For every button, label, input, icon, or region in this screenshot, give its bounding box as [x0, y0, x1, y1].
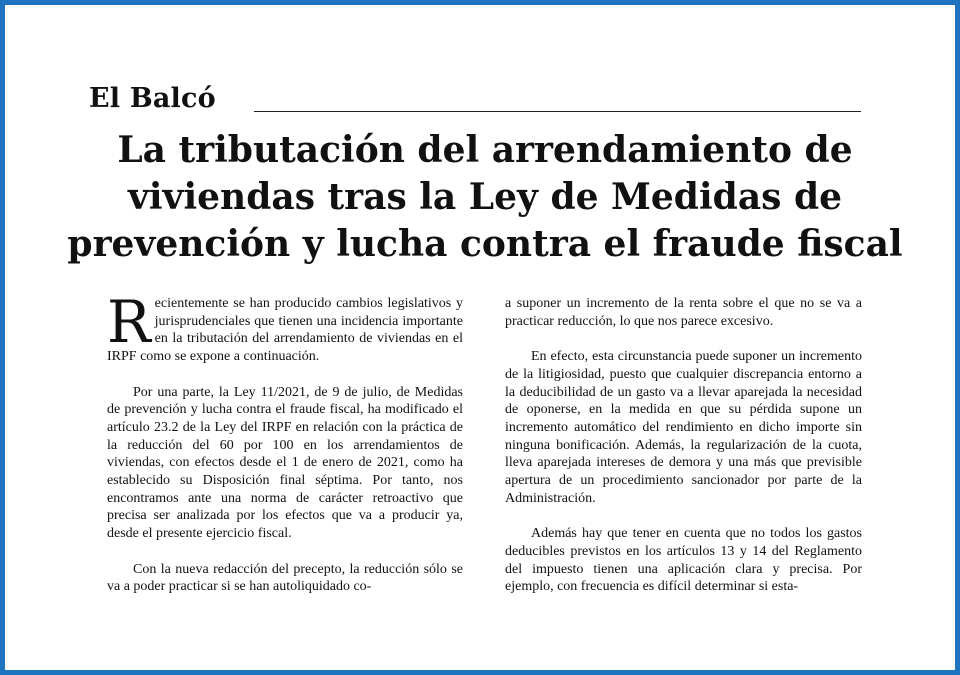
title-line-2: viviendas tras la Ley de Medidas de	[127, 176, 843, 218]
paragraph-litigation: En efecto, esta circunstancia puede suponer un incremento de la litigiosidad, puesto que cualquier discrepancia entorno a la deducibilidad de un gasto va a llevar aparejada la necesidad de oponerse, en la medida en que su pérdida supone un incremento automático del rendimiento en dicho importe sin ninguna bonificación. Además, la regularización de la cuota, lleva aparejada intereses de demora y una más que previsible apertura de un procedimiento sancionador por parte de la Administración.	[505, 349, 862, 506]
title-line-1: La tributación del arrendamiento de	[117, 129, 853, 171]
paragraph-continuation: a suponer un incremento de la renta sobre el que no se va a practicar reducción, lo que nos parece excesivo.	[505, 296, 862, 329]
paragraph-intro-text: ecientemente se han producido cambios legislativos y jurisprudenciales que tienen una incidencia importante en la tributación del arrendamiento de viviendas en el IRPF como se expone a continuación.	[107, 296, 463, 365]
section-rule	[254, 111, 861, 112]
paragraph-intro	[107, 288, 463, 366]
paragraph-new-wording: Con la nueva redacción del precepto, la reducción sólo se va a poder practicar si se han autoliquidado co-	[107, 561, 463, 595]
title-line-3: prevención y lucha contra el fraude fiscal	[67, 223, 903, 265]
column-left	[107, 288, 463, 596]
paragraph-deductible-expenses: Además hay que tener en cuenta que no todos los gastos deducibles previstos en los artículos 13 y 14 del Reglamento del impuesto tienen una aplicación clara y precisa. Por ejemplo, con frecuencia es difícil determinar si esta-	[505, 526, 862, 595]
drop-cap: R	[107, 288, 151, 356]
article-title	[65, 127, 905, 268]
paragraph-law: Por una parte, la Ley 11/2021, de 9 de julio, de Medidas de prevención y lucha contra el fraude fiscal, ha modificado el artículo 23.2 de la Ley del IRPF en relación con la práctica de la reducción del 60 por 100 en los arrendamientos de viviendas, con efectos desde el 1 de enero de 2021, como ha establecido su Disposición final séptima. Por tanto, nos encontramos ante una norma de carácter retroactivo que precisa ser analizada por los efectos que va a producir ya, desde el presente ejercicio fiscal.	[107, 384, 463, 542]
article-page	[25, 25, 945, 660]
column-right	[505, 295, 862, 596]
section-name: El Balcó	[89, 83, 216, 114]
